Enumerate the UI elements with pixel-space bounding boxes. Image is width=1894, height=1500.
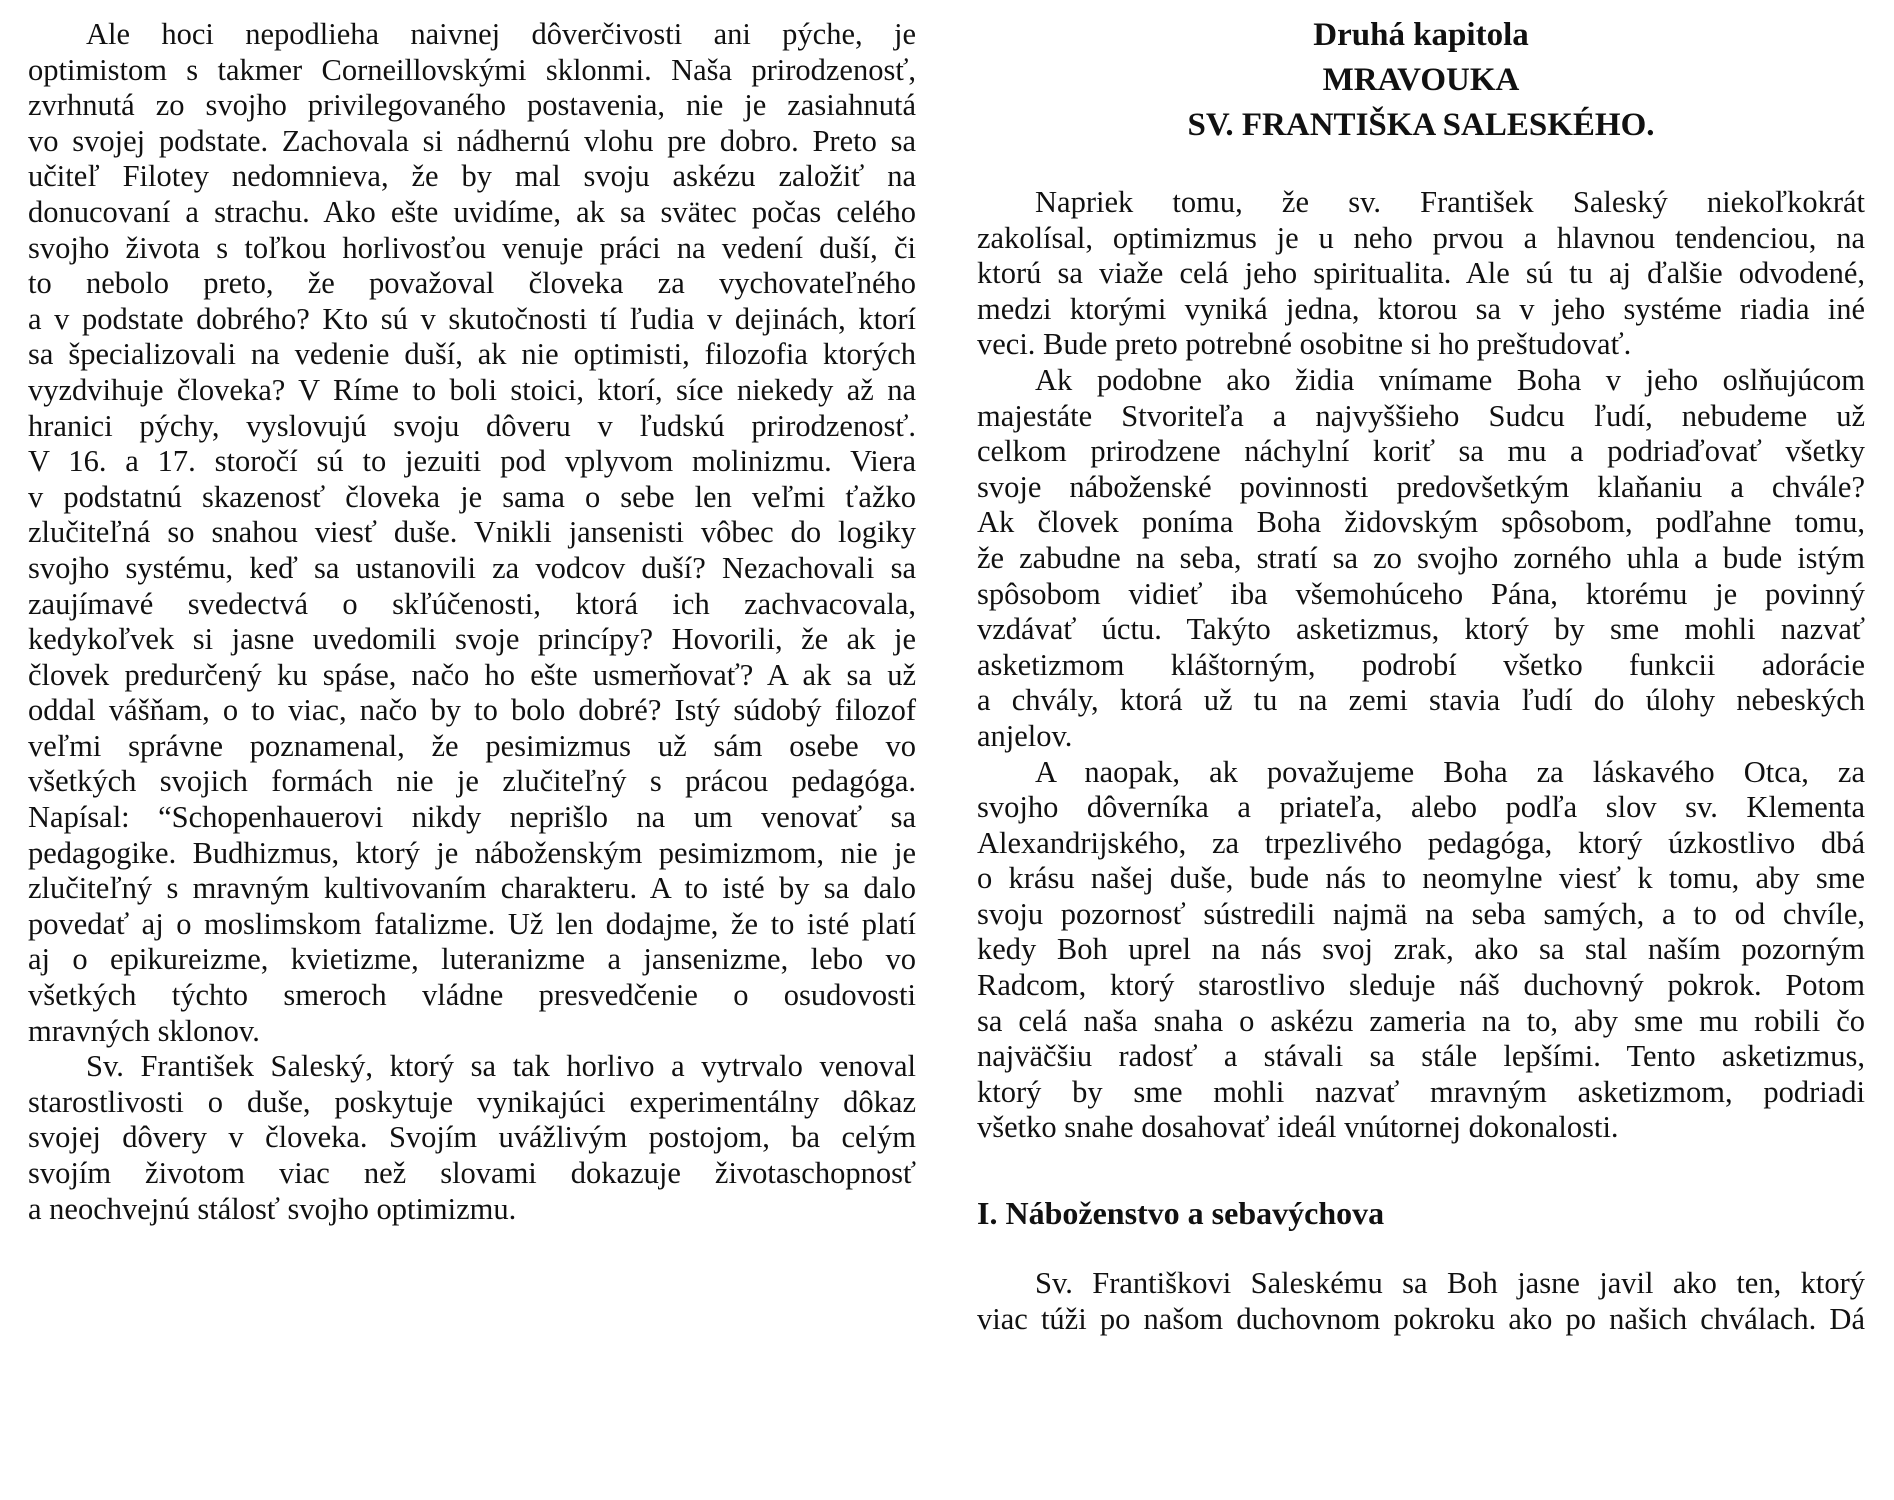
text-line: Sv. Františkovi Saleskému sa Boh jasne javil ako ten, ktorý [1035, 1266, 1865, 1301]
text-line: asketizmom kláštorným, podrobí všetko funkcii adorácie [977, 647, 1865, 682]
text-line: zlučiteľná so snahou viesť duše. Vnikli jansenisti vôbec do logiky [28, 515, 916, 550]
text-line: a chvály, ktorá už tu na zemi stavia ľudí do úlohy nebeských [977, 683, 1865, 718]
text-line: o krásu našej duše, bude nás to neomylne viesť k tomu, aby sme [977, 861, 1865, 896]
text-line: učiteľ Filotey nedomnieva, že by mal svoju askézu založiť na [28, 159, 916, 194]
text-line: všetko snahe dosahovať ideál vnútornej dokonalosti. [977, 1110, 1619, 1145]
text-line: V 16. a 17. storočí sú to jezuiti pod vplyvom molinizmu. Viera [28, 444, 916, 479]
right-page-column [977, 0, 1865, 1337]
text-line: najväčšiu radosť a stávali sa stále lepšími. Tento asketizmus, [977, 1039, 1865, 1074]
text-line: A naopak, ak považujeme Boha za láskavého Otca, za [1035, 754, 1865, 789]
text-line: optimistom s takmer Corneillovskými sklonmi. Naša prirodzenosť, [28, 52, 916, 87]
section-heading: I. Náboženstvo a sebavýchova [977, 1195, 1385, 1232]
text-line: vzdávať úctu. Takýto asketizmus, ktorý by sme mohli nazvať [977, 612, 1865, 647]
text-line: vo svojej podstate. Zachovala si nádhernú vlohu pre dobro. Preto sa [28, 123, 916, 158]
text-line: všetkých týchto smeroch vládne presvedčenie o osudovosti [28, 978, 916, 1013]
text-line: mravných sklonov. [28, 1013, 260, 1048]
text-line: medzi ktorými vyniká jedna, ktorou sa v jeho systéme riadia iné [977, 291, 1865, 326]
paragraph [977, 363, 1865, 755]
text-line: Sv. František Saleský, ktorý sa tak horlivo a vytrvalo venoval [86, 1049, 916, 1084]
text-line: hranici pýchy, vyslovujú svoju dôveru v ľudskú prirodzenosť. [28, 408, 916, 443]
text-line: svoje náboženské povinnosti predovšetkým klaňaniu a chvále? [977, 469, 1865, 504]
text-line: človek predurčený ku spáse, načo ho ešte usmerňovať? A ak sa už [28, 657, 916, 692]
text-line: že zabudne na seba, stratí sa zo svojho zorného uhla a bude istým [977, 540, 1865, 575]
text-line: Ak človek poníma Boha židovským spôsobom, podľahne tomu, [977, 505, 1865, 540]
text-line: oddal vášňam, o to viac, načo by to bolo dobré? Istý súdobý filozof [28, 693, 916, 728]
text-line: kedy Boh uprel na nás svoj zrak, ako sa stal naším pozorným [977, 932, 1865, 967]
paragraph [28, 1049, 916, 1227]
text-line: vyzdvihuje človeka? V Ríme to boli stoici, ktorí, síce niekedy až na [28, 372, 916, 407]
text-line: aj o epikureizme, kvietizme, luteranizme a jansenizme, lebo vo [28, 942, 916, 977]
text-line: majestáte Stvoriteľa a najvyššieho Sudcu ľudí, nebudeme už [977, 398, 1865, 433]
paragraph [977, 185, 1865, 363]
text-line: svojím životom viac než slovami dokazuje životaschopnosť [28, 1156, 916, 1190]
text-line: kedykoľvek si jasne uvedomili svoje princípy? Hovorili, že ak je [28, 622, 916, 657]
text-line: ktorú sa viaže celá jeho spiritualita. Ale sú tu aj ďalšie odvodené, [977, 256, 1865, 291]
chapter-subtitle: SV. FRANTIŠKA SALESKÉHO. [1187, 107, 1655, 143]
text-line: svojho dôverníka a priateľa, alebo podľa slov sv. Klementa [977, 790, 1865, 825]
text-line: Alexandrijského, za trpezlivého pedagóga, ktorý úzkostlivo dbá [977, 825, 1865, 860]
text-line: to nebolo preto, že považoval človeka za vychovateľného [28, 266, 916, 301]
text-line: Radcom, ktorý starostlivo sleduje náš duchovný pokrok. Potom [977, 968, 1865, 1003]
text-line: Napriek tomu, že sv. František Saleský niekoľkokrát [1035, 185, 1865, 219]
text-line: všetkých svojich formách nie je zlučiteľný s prácou pedagóga. [28, 764, 916, 799]
text-line: zaujímavé svedectvá o skľúčenosti, ktorá ich zachvacovala, [28, 586, 916, 621]
left-page-column [28, 0, 916, 1227]
text-line: veci. Bude preto potrebné osobitne si ho preštudovať. [977, 327, 1632, 362]
text-line: starostlivosti o duše, poskytuje vynikajúci experimentálny dôkaz [28, 1084, 916, 1119]
paragraph [977, 1266, 1865, 1337]
text-line: a neochvejnú stálosť svojho optimizmu. [28, 1191, 517, 1226]
chapter-number: Druhá kapitola [1313, 17, 1529, 53]
text-line: Napísal: “Schopenhauerovi nikdy neprišlo na um venovať sa [28, 800, 916, 835]
text-line: svojho života s toľkou horlivosťou venuje práci na vedení duší, či [28, 230, 916, 265]
text-line: zvrhnutá zo svojho privilegovaného postavenia, nie je zasiahnutá [28, 88, 916, 123]
text-line: v podstatnú skazenosť človeka je sama o sebe len veľmi ťažko [28, 479, 916, 514]
text-line: anjelov. [977, 718, 1073, 753]
text-line: celkom prirodzene náchylní koriť sa mu a podriaďovať všetky [977, 434, 1865, 469]
text-line: spôsobom vidieť iba všemohúceho Pána, ktorému je povinný [977, 576, 1865, 611]
text-line: svoju pozornosť sústredili najmä na seba samých, a to od chvíle, [977, 896, 1865, 931]
text-line: Ale hoci nepodlieha naivnej dôverčivosti ani pýche, je [86, 17, 916, 51]
text-line: Ak podobne ako židia vnímame Boha v jeho oslňujúcom [1035, 362, 1865, 397]
text-line: ktorý by sme mohli nazvať mravným asketizmom, podriadi [977, 1074, 1865, 1109]
text-line: svojej dôvery v človeka. Svojím uvážlivým postojom, ba celým [28, 1120, 916, 1155]
text-line: veľmi správne poznamenal, že pesimizmus už sám osebe vo [28, 728, 916, 763]
text-line: svojho systému, keď sa ustanovili za vodcov duší? Nezachovali sa [28, 550, 916, 585]
chapter-heading [977, 13, 1865, 148]
text-line: pedagogike. Budhizmus, ktorý je náboženským pesimizmom, nie je [28, 835, 916, 870]
paragraph [977, 755, 1865, 1147]
text-line: povedať aj o moslimskom fatalizme. Už len dodajme, že to isté platí [28, 906, 916, 941]
text-line: zlučiteľný s mravným kultivovaním charakteru. A to isté by sa dalo [28, 871, 916, 906]
text-line: viac túži po našom duchovnom pokroku ako po našich chválach. Dá [977, 1301, 1865, 1336]
text-line: sa špecializovali na vedenie duší, ak nie optimisti, filozofia ktorých [28, 337, 916, 372]
text-line: sa celá naša snaha o askézu zameria na to, aby sme mu robili čo [977, 1003, 1865, 1038]
chapter-title: MRAVOUKA [1322, 62, 1520, 98]
text-line: a v podstate dobrého? Kto sú v skutočnosti tí ľudia v dejinách, ktorí [28, 301, 916, 336]
paragraph [28, 17, 916, 1049]
text-line: donucovaní a strachu. Ako ešte uvidíme, ak sa svätec počas celého [28, 194, 916, 229]
text-line: zakolísal, optimizmus je u neho prvou a hlavnou tendenciou, na [977, 220, 1865, 255]
